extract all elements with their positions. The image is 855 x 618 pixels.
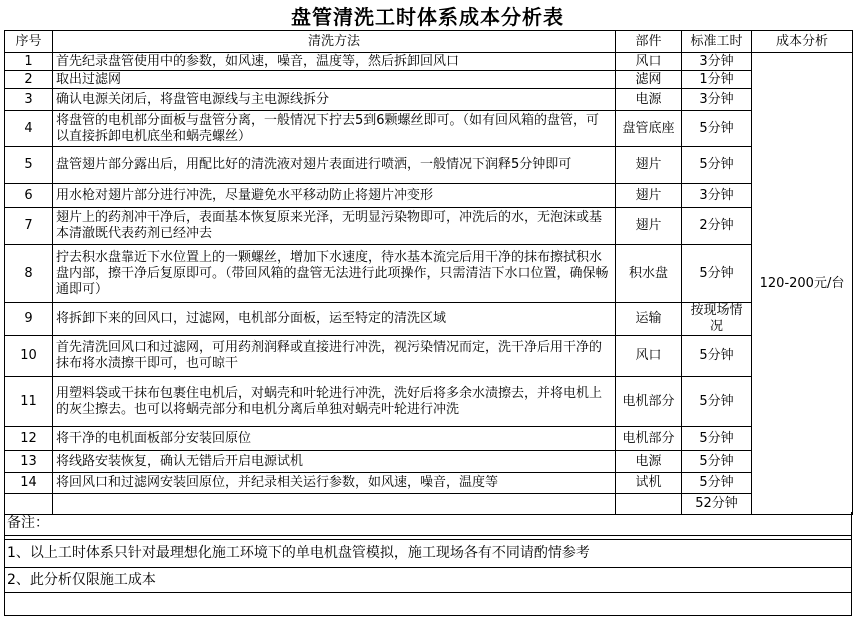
row-no: 8 [5, 245, 53, 303]
row-no: 2 [5, 71, 53, 89]
header-no: 序号 [5, 31, 53, 53]
table-row [5, 377, 853, 427]
header-time: 标准工时 [682, 31, 752, 53]
row-part: 电源 [616, 451, 682, 473]
row-no: 5 [5, 147, 53, 184]
notes-empty-row [5, 592, 852, 615]
row-time: 3分钟 [682, 89, 752, 111]
row-part: 盘管底座 [616, 111, 682, 147]
row-part: 翅片 [616, 147, 682, 184]
page-title: 盘管清洗工时体系成本分析表 [291, 5, 564, 29]
row-time: 5分钟 [682, 377, 752, 427]
header-part: 部件 [616, 31, 682, 53]
table-row [5, 245, 853, 303]
table-row [5, 303, 853, 336]
row-method: 将拆卸下来的回风口，过滤网，电机部分面板，运至特定的清洗区域 [53, 303, 616, 336]
row-part: 电机部分 [616, 427, 682, 451]
row-time: 5分钟 [682, 111, 752, 147]
header-method: 清洗方法 [53, 31, 616, 53]
row-part: 积水盘 [616, 245, 682, 303]
row-time: 按现场情况 [682, 303, 752, 336]
row-time: 3分钟 [682, 184, 752, 208]
row-method: 首先纪录盘管使用中的参数，如风速，噪音，温度等，然后拆卸回风口 [53, 53, 616, 71]
row-method: 用水枪对翅片部分进行冲洗，尽量避免水平移动防止将翅片冲变形 [53, 184, 616, 208]
table-row [5, 427, 853, 451]
row-part: 电源 [616, 89, 682, 111]
row-no: 3 [5, 89, 53, 111]
table-row [5, 208, 853, 245]
row-time: 5分钟 [682, 336, 752, 377]
row-no: 4 [5, 111, 53, 147]
row-part: 风口 [616, 53, 682, 71]
row-method: 将干净的电机面板部分安装回原位 [53, 427, 616, 451]
row-method: 将回风口和过滤网安装回原位，并纪录相关运行参数，如风速，噪音，温度等 [53, 473, 616, 494]
table-row [5, 111, 853, 147]
row-part: 电机部分 [616, 377, 682, 427]
row-method: 翅片上的药剂冲干净后，表面基本恢复原来光泽，无明显污染物即可，冲洗后的水，无泡沫或基本清澈既代表药剂已经冲去 [53, 208, 616, 245]
row-no: 6 [5, 184, 53, 208]
row-no: 1 [5, 53, 53, 71]
notes-line-2: 2、此分析仅限施工成本 [5, 567, 852, 592]
row-time: 5分钟 [682, 473, 752, 494]
row-method: 拧去积水盘靠近下水位置上的一颗螺丝，增加下水速度，待水基本流完后用干净的抹布擦拭积水盘内部，擦干净后复原即可。（带回风箱的盘管无法进行此项操作，只需清洁下水口位置，确保畅通即可） [53, 245, 616, 303]
row-time: 5分钟 [682, 451, 752, 473]
notes-section [4, 512, 852, 616]
row-method: 将盘管的电机部分面板与盘管分离，一般情况下拧去5到6颗螺丝即可。（如有回风箱的盘管，可以直接拆卸电机底坐和蜗壳螺丝） [53, 111, 616, 147]
notes-label: 备注： [5, 512, 852, 535]
table-row [5, 71, 853, 89]
row-part: 翅片 [616, 208, 682, 245]
table-row [5, 473, 853, 494]
row-no: 7 [5, 208, 53, 245]
row-time: 5分钟 [682, 147, 752, 184]
row-no: 9 [5, 303, 53, 336]
row-time: 2分钟 [682, 208, 752, 245]
header-cost: 成本分析 [752, 31, 853, 53]
cost-value: 120-200元/台 [752, 53, 853, 515]
row-no: 11 [5, 377, 53, 427]
table-row [5, 184, 853, 208]
table-row [5, 451, 853, 473]
row-part: 翅片 [616, 184, 682, 208]
total-time: 52分钟 [682, 494, 752, 515]
row-no: 13 [5, 451, 53, 473]
row-method: 取出过滤网 [53, 71, 616, 89]
row-method: 首先清洗回风口和过滤网，可用药剂润释或直接进行冲洗，视污染情况而定，洗干净后用干净的抹布将水渍擦干即可，也可晾干 [53, 336, 616, 377]
row-method: 确认电源关闭后，将盘管电源线与主电源线拆分 [53, 89, 616, 111]
row-part: 运输 [616, 303, 682, 336]
row-time: 3分钟 [682, 53, 752, 71]
row-part: 试机 [616, 473, 682, 494]
notes-line-1: 1、以上工时体系只针对最理想化施工环境下的单电机盘管模拟，施工现场各有不同请酌情参考 [5, 539, 852, 567]
row-method: 用塑料袋或干抹布包裹住电机后，对蜗壳和叶轮进行冲洗，洗好后将多余水渍擦去，并将电机上的灰尘擦去。也可以将蜗壳部分和电机分离后单独对蜗壳叶轮进行冲洗 [53, 377, 616, 427]
table-row [5, 336, 853, 377]
table-row [5, 147, 853, 184]
row-part: 风口 [616, 336, 682, 377]
cost-analysis-table [4, 30, 853, 515]
table-row [5, 53, 853, 71]
row-method: 盘管翅片部分露出后，用配比好的清洗液对翅片表面进行喷洒，一般情况下润释5分钟即可 [53, 147, 616, 184]
table-row [5, 89, 853, 111]
row-time: 5分钟 [682, 245, 752, 303]
header-row [5, 31, 853, 53]
row-time: 5分钟 [682, 427, 752, 451]
row-method: 将线路安装恢复，确认无错后开启电源试机 [53, 451, 616, 473]
row-no: 10 [5, 336, 53, 377]
row-time: 1分钟 [682, 71, 752, 89]
row-no: 14 [5, 473, 53, 494]
row-part: 滤网 [616, 71, 682, 89]
row-no: 12 [5, 427, 53, 451]
